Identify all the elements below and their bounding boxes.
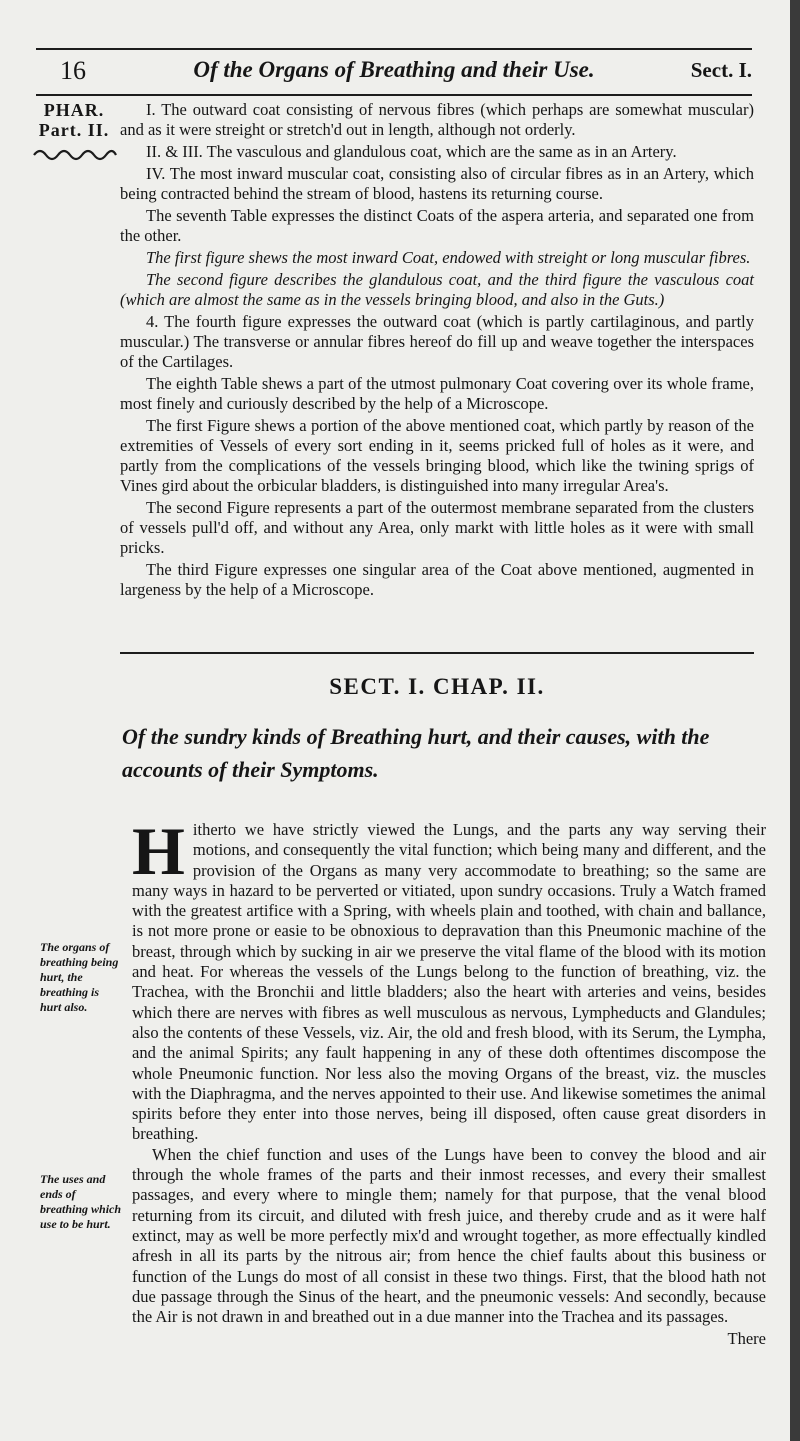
ornament-icon: [32, 147, 118, 163]
chapter-rule: [120, 652, 754, 654]
eighth-second-figure: The second Figure represents a part of the outermost membrane separated from the clusters of vessels pull'd off, and without any Area, only markt with little holes as it were with small pricks.: [120, 498, 754, 557]
figure-descriptions: [120, 100, 754, 602]
margin-phar-label: PHAR.: [43, 100, 105, 120]
first-figure: The first figure shews the most inward Coat, endowed with streight or long muscular fibres.: [146, 248, 751, 267]
running-title: Of the Organs of Breathing and their Use.: [193, 57, 595, 82]
margin-part-label: Part. II.: [38, 120, 110, 140]
paragraph-2: When the chief function and uses of the Lungs have been to convey the blood and air through the whole frames of the parts and their inmost recesses, and every their smallest passages, and every where to mingle them; namely for that purpose, that the venal blood returning from its circuit, and diluted with fresh juice, and thereby crude and as it were half extinct, may as well be more perfectly mix'd and wrought together, as more effectually kindled afresh in all its parts by the nitrous air; from hence the chief faults about this business or function of the Lungs do most of all consist in these two things. First, that the blood hath not due passage through the Sinus of the heart, and the pneumonic vessels: And secondly, because the Air is not drawn in and breathed out in a due manner into the Trachea and its passages.: [132, 1144, 766, 1327]
page-header: [36, 52, 752, 88]
eighth-third-figure: The third Figure expresses one singular area of the Coat above mentioned, augmented in largeness by the help of a Microscope.: [120, 560, 754, 599]
fourth-figure: 4. The fourth figure expresses the outward coat (which is partly cartilaginous, and partly muscular.) The transverse or annular fibres hereof do fill up and weave together the interspaces of the Cartilages.: [120, 312, 754, 371]
catchword: There: [727, 1329, 766, 1349]
section-label: Sect. I.: [690, 58, 752, 82]
chapter-title: Of the sundry kinds of Breathing hurt, and their causes, with the accounts of their Symptoms.: [122, 724, 710, 782]
seventh-table: The seventh Table expresses the distinct Coats of the aspera arteria, and separated one from the other.: [120, 206, 754, 245]
margin-note-organs: The organs of breathing being hurt, the breathing is hurt also.: [40, 940, 119, 1014]
margin-note-uses: The uses and ends of breathing which use to be hurt.: [40, 1172, 122, 1231]
margin-phar: [26, 100, 122, 140]
eighth-table: The eighth Table shews a part of the utmost pulmonary Coat covering over its whole frame, most finely and curiously described by the help of a Microscope.: [120, 374, 754, 413]
paragraph-1-text: itherto we have strictly viewed the Lungs, and the parts any way serving their motions, and consequently the vital function; which being many and different, and the provision of the Organs as many very accommodate to breathing; so the same are many ways in hazard to be perverted or vitiated, upon sundry occasions. Truly a Watch framed with the greatest artifice with a Spring, with wheels plain and toothed, with chain and ballance, is not more prone or easie to be obnoxious to depravation than this Pneumonic machine of the breast, through which by sucking in air we preserve the vital flame of the blood with its motion and heat. For whereas the vessels of the Lungs belong to the function of breathing, viz. the Trachea, with the Bronchii and little bladders; also the heart with arteries and veins, besides which there are nerves with fibres as well musculous as nervous, Lympheducts and Glandules; also the contents of these Vessels, viz. Air, the old and fresh blood, with its Serum, the Lympha, and the animal Spirits; any fault happening in any of these doth oftentimes discompose the whole Pneumonic function. Nor less also the moving Organs of the breast, viz. the muscles with the Diaphragma, and the nerves appointed to their use. And likewise sometimes the animal spirits before they enter into those nerves, being ill disposed, often cause great disorders in breathing.: [132, 820, 766, 1144]
chapter-heading: SECT. I. CHAP. II.: [329, 674, 545, 699]
chapter-body: [132, 813, 766, 1350]
header-rule: [36, 94, 752, 96]
coat-item-2: II. & III. The vasculous and glandulous coat, which are the same as in an Artery.: [146, 142, 677, 161]
coat-item-4: IV. The most inward muscular coat, consisting also of circular fibres as in an Artery, which being contracted behind the stream of blood, hastens its returning course.: [120, 164, 754, 203]
top-rule: [36, 48, 752, 50]
page-number: 16: [60, 56, 86, 85]
eighth-first-figure: The first Figure shews a portion of the above mentioned coat, which partly by reason of the extremities of Vessels of every sort ending in it, seems pricked full of holes as it were, and partly from the complications of the vessels bringing blood, which like the twining sprigs of Vines gird about the orbicular bladders, is distinguished into many irregular Area's.: [120, 416, 754, 495]
second-figure: The second figure describes the glandulous coat, and the third figure the vasculous coat (which are almost the same as in the vessels bringing blood, and also in the Guts.): [120, 270, 754, 309]
coat-item-1: I. The outward coat consisting of nervous fibres (which perhaps are somewhat muscular) and as it were streight or stretch'd out in length, although not orderly.: [120, 100, 754, 139]
paragraph-1: [132, 813, 766, 1145]
drop-cap: H: [132, 813, 185, 889]
